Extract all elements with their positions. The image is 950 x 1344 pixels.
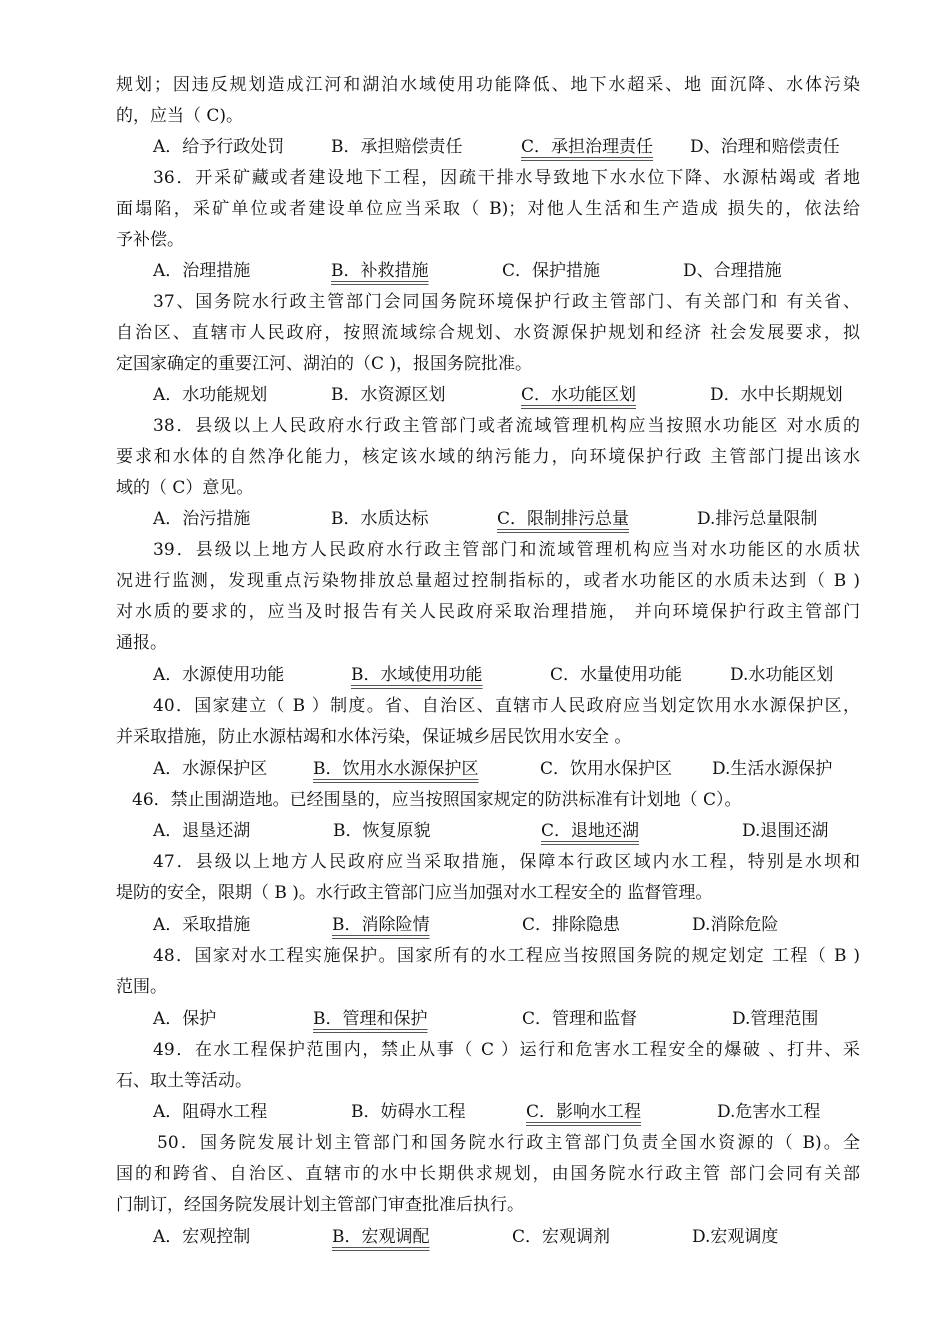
- question-text-line: 要求和水体的自然净化能力，核定该水域的纳污能力，向环境保护行政 主管部门提出该水: [116, 447, 860, 467]
- option-c: C．饮用水保护区: [540, 759, 673, 779]
- question-text-line: 面塌陷，采矿单位或者建设单位应当采取（ B)；对他人生活和生产造成 损失的，依法给: [116, 199, 860, 219]
- question-text-line: 38．县级以上人民政府水行政主管部门或者流域管理机构应当按照水功能区 对水质的: [153, 416, 860, 436]
- option-b-answer: B．补救措施: [331, 261, 429, 281]
- option-c: C．宏观调剂: [512, 1227, 611, 1247]
- question-text-line: 域的（ C）意见。: [116, 478, 254, 498]
- question-text-line: 况进行监测，发现重点污染物排放总量超过控制指标的，或者水功能区的水质未达到（ B ): [116, 571, 860, 591]
- option-d: D.危害水工程: [717, 1102, 821, 1122]
- question-text-line: 39．县级以上地方人民政府水行政主管部门和流域管理机构应当对水功能区的水质状: [153, 540, 860, 560]
- option-d: D．水中长期规划: [710, 385, 843, 405]
- option-a: A．给予行政处罚: [153, 137, 285, 157]
- option-c-answer: C．承担治理责任: [521, 137, 654, 157]
- option-a: A．水源保护区: [153, 759, 268, 779]
- option-b-answer: B．宏观调配: [332, 1227, 430, 1247]
- option-a: A．阻碍水工程: [153, 1102, 268, 1122]
- option-b: B．妨碍水工程: [351, 1102, 466, 1122]
- question-text-line: 37、国务院水行政主管部门会同国务院环境保护行政主管部门、有关部门和 有关省、: [153, 292, 860, 312]
- question-text-line: 49．在水工程保护范围内，禁止从事（ C ）运行和危害水工程安全的爆破 、打井、采: [153, 1040, 860, 1060]
- option-a: A．治理措施: [153, 261, 251, 281]
- option-a: A．宏观控制: [153, 1227, 251, 1247]
- option-b: B．承担赔偿责任: [331, 137, 463, 157]
- option-d: D.退围还湖: [742, 821, 829, 841]
- question-text-line: 的，应当（ C)。: [116, 106, 244, 126]
- question-text-line: 予补偿。: [116, 230, 184, 250]
- option-d: D.生活水源保护: [712, 759, 833, 779]
- question-text-line: 堤防的安全，限期（ B )。水行政主管部门应当加强对水工程安全的 监督管理。: [116, 883, 713, 903]
- option-c: C．管理和监督: [522, 1009, 638, 1029]
- option-c: C．排除隐患: [522, 915, 621, 935]
- option-b-answer: B．饮用水水源保护区: [313, 759, 479, 779]
- option-c: C．水量使用功能: [550, 665, 683, 685]
- question-text-line: 自治区、直辖市人民政府，按照流域综合规划、水资源保护规划和经济 社会发展要求，拟: [116, 323, 860, 343]
- question-text-line: 36．开采矿藏或者建设地下工程，因疏干排水导致地下水水位下降、水源枯竭或 者地: [153, 168, 860, 188]
- question-text-line: 对水质的要求的，应当及时报告有关人民政府采取治理措施， 并向环境保护行政主管部门: [116, 602, 860, 622]
- question-text-line: 并采取措施，防止水源枯竭和水体污染，保证城乡居民饮用水安全 。: [116, 727, 632, 747]
- question-text-line: 50．国务院发展计划主管部门和国务院水行政主管部门负责全国水资源的（ B)。全: [157, 1133, 860, 1153]
- option-b-answer: B．管理和保护: [313, 1009, 428, 1029]
- option-a: A．水功能规划: [153, 385, 268, 405]
- question-text-line: 46．禁止围湖造地。已经围垦的，应当按照国家规定的防洪标准有计划地（ C）。: [132, 790, 742, 810]
- option-b: B．恢复原貌: [333, 821, 431, 841]
- option-b-answer: B．水域使用功能: [351, 665, 483, 685]
- option-d: D.管理范围: [732, 1009, 819, 1029]
- question-text-line: 规划；因违反规划造成江河和湖泊水域使用功能降低、地下水超采、地 面沉降、水体污染: [116, 75, 860, 95]
- option-c: C．保护措施: [502, 261, 601, 281]
- question-text-line: 国的和跨省、自治区、直辖市的水中长期供求规划，由国务院水行政主管 部门会同有关部: [116, 1164, 860, 1184]
- option-b-answer: B．消除险情: [332, 915, 430, 935]
- option-a: A．保护: [153, 1009, 217, 1029]
- question-text-line: 48．国家对水工程实施保护。国家所有的水工程应当按照国务院的规定划定 工程（ B ): [153, 946, 860, 966]
- option-d: D.消除危险: [692, 915, 779, 935]
- option-c-answer: C．退地还湖: [541, 821, 640, 841]
- option-c-answer: C．水功能区划: [521, 385, 637, 405]
- question-text-line: 通报。: [116, 633, 167, 653]
- option-d: D.排污总量限制: [697, 509, 818, 529]
- option-b: B．水质达标: [331, 509, 429, 529]
- question-text-line: 范围。: [116, 977, 167, 997]
- option-d: D、合理措施: [683, 261, 782, 281]
- question-text-line: 石、取土等活动。: [116, 1071, 252, 1091]
- option-a: A．治污措施: [153, 509, 251, 529]
- option-d: D.水功能区划: [730, 665, 834, 685]
- option-c-answer: C．限制排污总量: [497, 509, 630, 529]
- option-d: D、治理和赔偿责任: [690, 137, 840, 157]
- question-text-line: 定国家确定的重要江河、湖泊的（C )，报国务院批准。: [116, 354, 533, 374]
- question-text-line: 47．县级以上地方人民政府应当采取措施，保障本行政区域内水工程，特别是水坝和: [153, 852, 860, 872]
- option-c-answer: C．影响水工程: [526, 1102, 642, 1122]
- option-a: A．采取措施: [153, 915, 251, 935]
- option-b: B．水资源区划: [331, 385, 446, 405]
- option-a: A．退垦还湖: [153, 821, 251, 841]
- question-text-line: 40．国家建立（ B ）制度。省、自治区、直辖市人民政府应当划定饮用水水源保护区，: [153, 696, 860, 716]
- option-d: D.宏观调度: [692, 1227, 779, 1247]
- option-a: A．水源使用功能: [153, 665, 285, 685]
- question-text-line: 门制订，经国务院发展计划主管部门审查批准后执行。: [116, 1195, 524, 1215]
